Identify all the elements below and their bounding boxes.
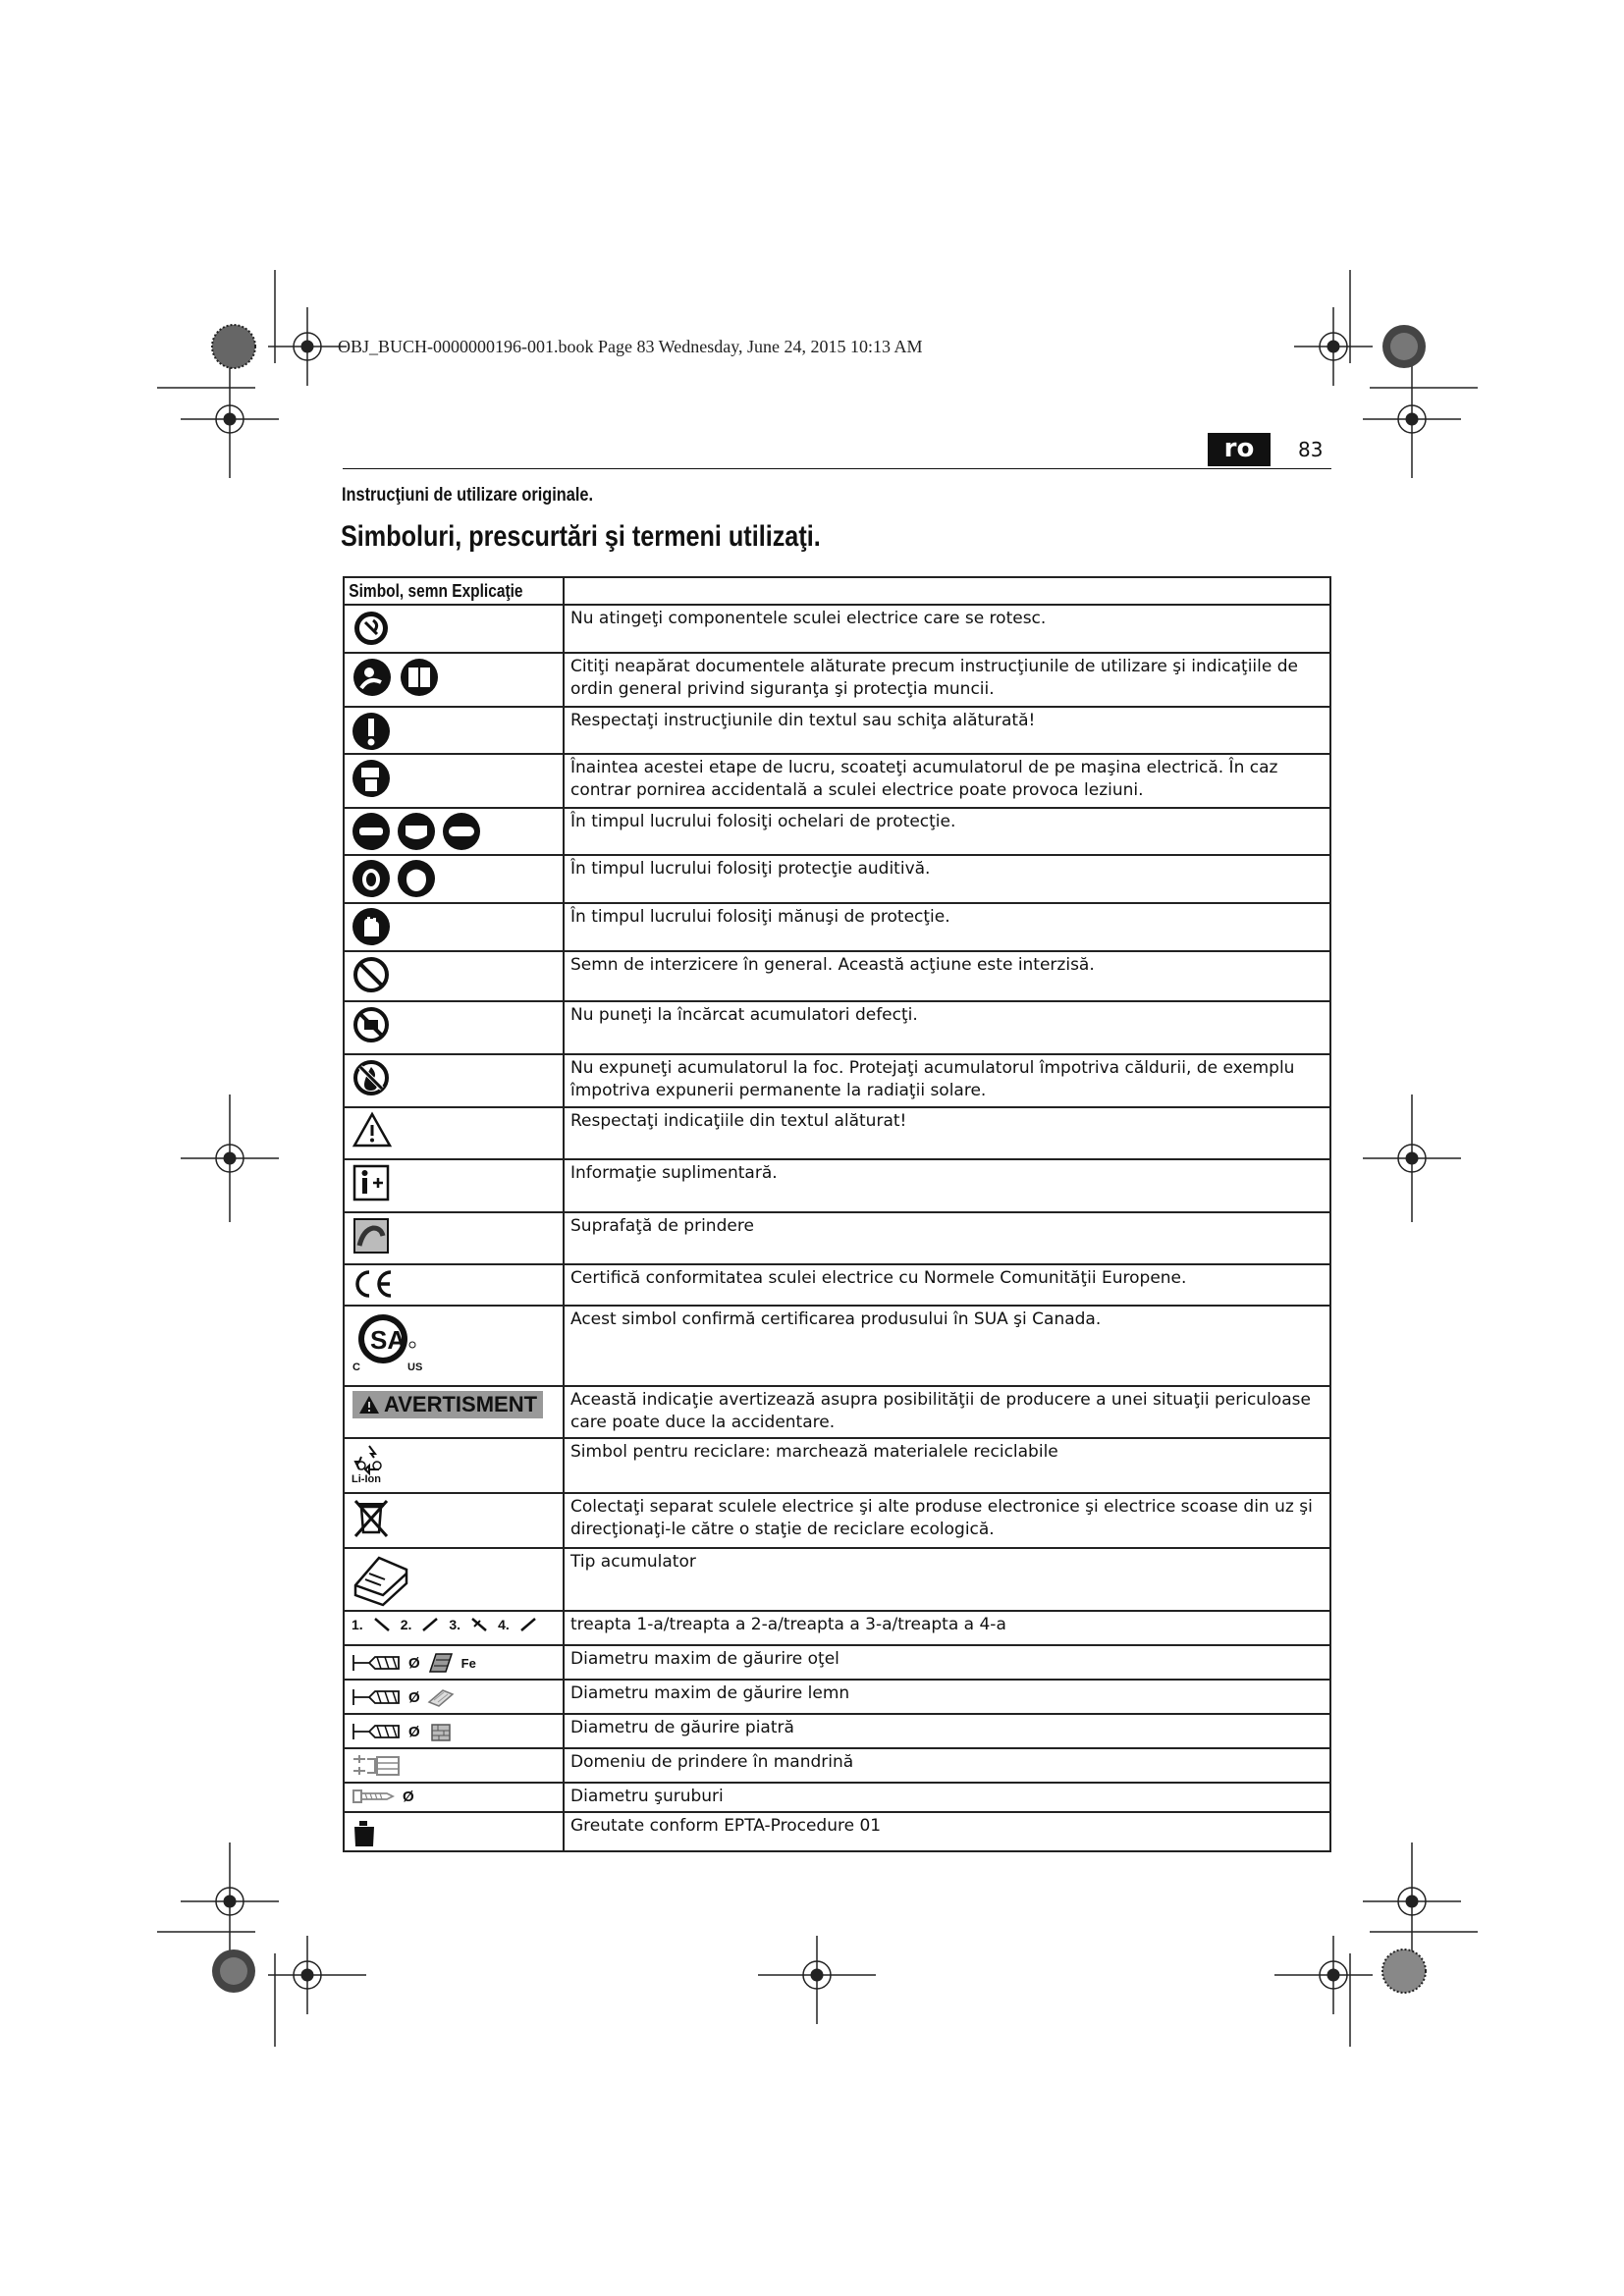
csa-us-label: US [407, 1362, 423, 1373]
table-row [344, 855, 1330, 903]
row-text: În timpul lucrului folosiţi ochelari de protecţie. [564, 808, 1330, 855]
header-rule [343, 468, 1331, 469]
no-charge-defective-icon [352, 1005, 391, 1044]
row-text: Semn de interzicere în general. Această acţiune este interzisă. [564, 951, 1330, 1001]
step-4-label: 4. [498, 1617, 510, 1632]
ear-muffs-icon [397, 859, 436, 898]
table-row [344, 1264, 1330, 1306]
row-text: Înaintea acestei etape de lucru, scoateţi acumulatorul de pe maşina electrică. În caz contrar pornirea accidentală a sculei electrice poate provoca leziuni. [564, 754, 1330, 808]
avertisment-label [352, 1391, 543, 1418]
row-text: Diametru maxim de găurire lemn [564, 1680, 1330, 1714]
starburst-bl [212, 1949, 255, 1993]
table-row [344, 1714, 1330, 1748]
row-text: Acest simbol confirmă certificarea produsului în SUA şi Canada. [564, 1306, 1330, 1386]
step-hammer-icon [470, 1617, 488, 1632]
table-row [344, 951, 1330, 1001]
table-row [344, 1054, 1330, 1107]
stone-block-icon [426, 1719, 456, 1744]
row-text: Nu expuneţi acumulatorul la foc. Protejaţi acumulatorul împotriva căldurii, de exemplu împotriva expunerii permanente la radiaţii solare. [564, 1054, 1330, 1107]
row-text: Citiţi neapărat documentele alăturate precum instrucţiunile de utilizare şi indicaţiile de ordin general privind siguranţa şi protecţia muncii. [564, 653, 1330, 707]
symbols-table [343, 576, 1331, 1852]
drill-stone-icon [352, 1720, 403, 1743]
row-text: În timpul lucrului folosiţi protecţie auditivă. [564, 855, 1330, 903]
table-row [344, 1001, 1330, 1054]
step-drill-icon [373, 1617, 391, 1632]
starburst-tl [212, 325, 255, 368]
li-ion-label: Li-Ion [352, 1473, 381, 1485]
prohibition-icon [352, 955, 391, 994]
row-text: Respectaţi instrucţiunile din textul sau schiţa alăturată! [564, 707, 1330, 754]
table-row [344, 1438, 1330, 1493]
header-col2 [564, 577, 1330, 605]
table-row [344, 1748, 1330, 1783]
crosshair-br [1274, 1936, 1373, 2014]
battery-pack-icon [352, 1552, 410, 1609]
starburst-br [1382, 1949, 1426, 1993]
language-badge: ro [1208, 433, 1271, 466]
table-row [344, 1386, 1330, 1438]
row-text: Nu puneţi la încărcat acumulatori defecţi. [564, 1001, 1330, 1054]
safety-glasses-icon [352, 812, 391, 851]
header-col1: Simbol, semn Explicaţie [349, 581, 523, 601]
table-row [344, 1306, 1330, 1386]
avertisment-warning-icon [358, 1395, 380, 1415]
row-text: Colectaţi separat sculele electrice şi alte produse electronice şi electrice scoase din uz şi direcţionaţi-le către o staţie de reciclare ecologică. [564, 1493, 1330, 1548]
recycling-li-ion-icon [352, 1442, 387, 1477]
table-row [344, 1548, 1330, 1611]
ear-protection-icon [352, 859, 391, 898]
row-text: Domeniu de prindere în mandrină [564, 1748, 1330, 1783]
table-row [344, 707, 1330, 754]
crosshair-bl [268, 1936, 366, 2014]
table-row [344, 1680, 1330, 1714]
no-fire-icon [352, 1058, 391, 1097]
table-row [344, 1493, 1330, 1548]
gloves-icon [352, 907, 391, 946]
table-row [344, 754, 1330, 808]
table-row [344, 1783, 1330, 1812]
ce-mark-icon [352, 1268, 397, 1300]
steel-block-icon [426, 1650, 456, 1676]
page-number: 83 [1298, 438, 1324, 461]
remove-battery-icon [352, 758, 391, 799]
diameter-symbol: Ø [403, 1788, 414, 1805]
row-text: Respectaţi indicaţiile din textul alăturat! [564, 1107, 1330, 1159]
read-manual-icon [352, 657, 393, 698]
weee-bin-icon [352, 1497, 391, 1540]
table-row [344, 903, 1330, 951]
table-row [344, 1645, 1330, 1680]
no-touch-rotating-icon [352, 609, 391, 648]
step-3-label: 3. [449, 1617, 461, 1632]
svg-text:SA: SA [370, 1325, 406, 1355]
manual-book-icon [399, 657, 440, 698]
table-row [344, 1611, 1330, 1645]
row-text: Informaţie suplimentară. [564, 1159, 1330, 1212]
row-text: Suprafaţă de prindere [564, 1212, 1330, 1264]
warning-triangle-icon [352, 1111, 393, 1148]
row-text: Diametru şuruburi [564, 1783, 1330, 1812]
diameter-symbol: Ø [408, 1654, 420, 1672]
step-1-label: 1. [352, 1617, 363, 1632]
table-header-row [344, 577, 1330, 605]
row-text: Tip acumulator [564, 1548, 1330, 1611]
row-text: Diametru maxim de găurire oţel [564, 1645, 1330, 1680]
table-row [344, 1212, 1330, 1264]
grip-surface-icon [352, 1216, 391, 1255]
file-info-line: OBJ_BUCH-0000000196-001.book Page 83 Wednesday, June 24, 2015 10:13 AM [338, 337, 923, 356]
document-subtitle: Instrucţiuni de utilizare originale. [342, 485, 594, 506]
diameter-symbol: Ø [408, 1723, 420, 1740]
row-text: Greutate conform EPTA-Procedure 01 [564, 1812, 1330, 1851]
info-icon [352, 1163, 391, 1202]
step-chisel-icon [519, 1617, 537, 1632]
table-row [344, 1812, 1330, 1851]
drill-steel-icon [352, 1651, 403, 1675]
row-text: Certifică conformitatea sculei electrice cu Normele Comunităţii Europene. [564, 1264, 1330, 1306]
csa-c-label: C [352, 1362, 360, 1373]
drill-wood-icon [352, 1685, 403, 1709]
row-text: Diametru de găurire piatră [564, 1714, 1330, 1748]
screw-diameter-icon [352, 1787, 397, 1806]
face-shield-icon [397, 812, 436, 851]
page-title: Simboluri, prescurtări şi termeni utilizaţi. [341, 520, 821, 553]
avertisment-text: AVERTISMENT [384, 1392, 538, 1416]
row-text: Această indicaţie avertizează asupra posibilităţii de producere a unei situaţii periculoase care poate duce la accidentare. [564, 1386, 1330, 1438]
weight-icon [352, 1819, 377, 1848]
step-screw-icon [421, 1617, 439, 1632]
table-row [344, 1107, 1330, 1159]
table-row [344, 653, 1330, 707]
diameter-symbol: Ø [408, 1688, 420, 1706]
row-text: treapta 1-a/treapta a 2-a/treapta a 3-a/treapta a 4-a [564, 1611, 1330, 1645]
starburst-tr [1382, 325, 1426, 368]
goggles-icon [442, 812, 481, 851]
table-row [344, 605, 1330, 653]
wood-block-icon [426, 1684, 456, 1710]
chuck-range-icon [352, 1753, 403, 1779]
row-text: Simbol pentru reciclare: marchează materialele reciclabile [564, 1438, 1330, 1493]
table-row [344, 1159, 1330, 1212]
fe-label: Fe [460, 1655, 476, 1671]
step-2-label: 2. [400, 1617, 412, 1632]
exclamation-icon [352, 711, 391, 752]
row-text: Nu atingeţi componentele sculei electrice care se rotesc. [564, 605, 1330, 653]
table-row [344, 808, 1330, 855]
row-text: În timpul lucrului folosiţi mănuşi de protecţie. [564, 903, 1330, 951]
